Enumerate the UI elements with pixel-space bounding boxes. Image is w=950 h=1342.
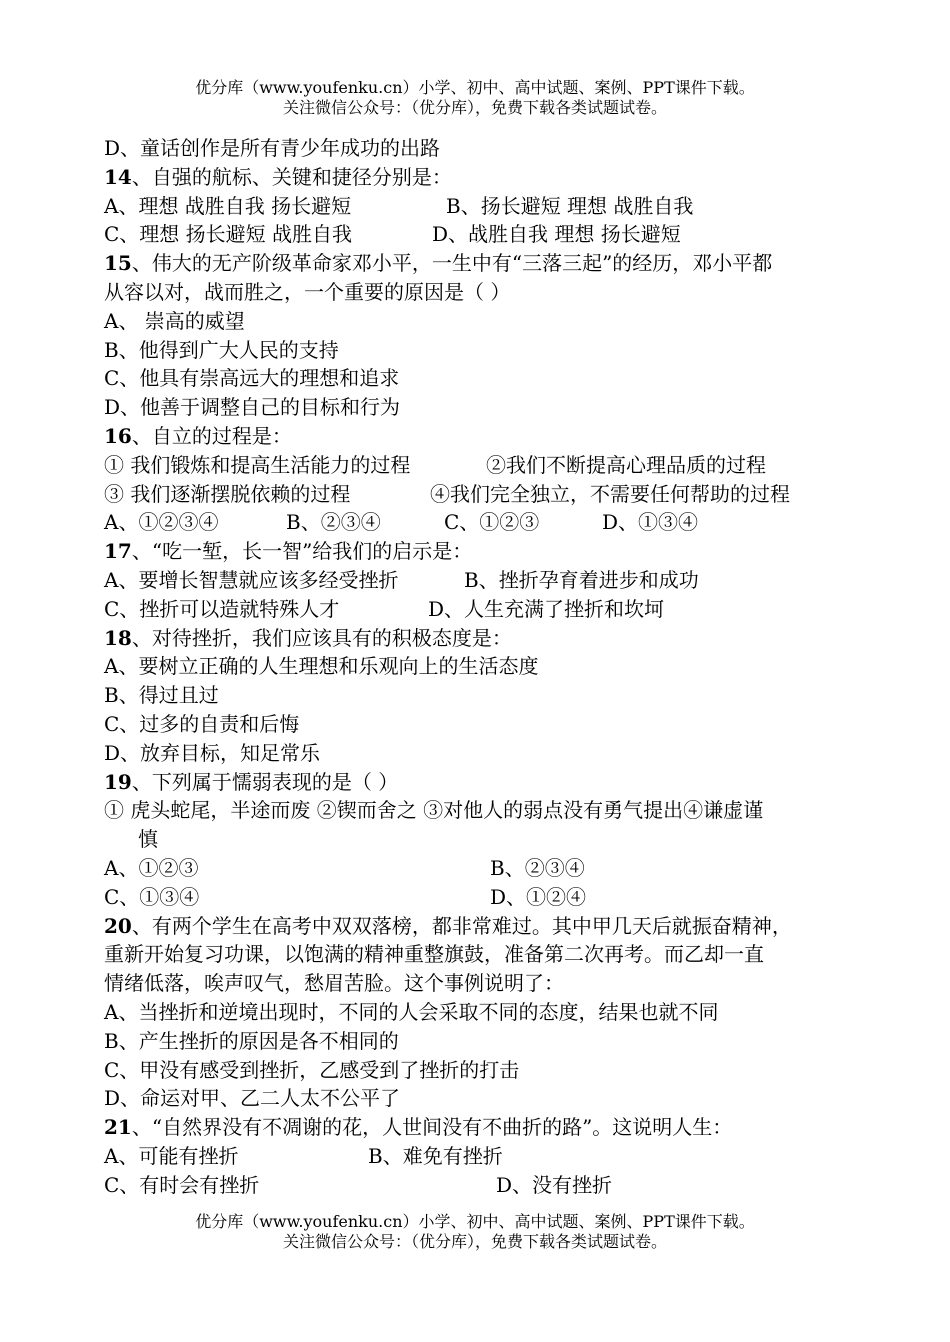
q17-option-b: B、挫折孕育着进步和成功 (464, 567, 699, 592)
q19-option-b: B、②③④ (490, 855, 585, 880)
q17-options-row-1 (104, 566, 854, 595)
q16-title (104, 422, 854, 451)
q16-option-c: C、①②③ (444, 510, 540, 535)
q17-number: 17 (104, 539, 132, 564)
q21-text: 、“自然界没有不凋谢的花，人世间没有不曲折的路”。这说明人生： (131, 1115, 733, 1140)
q15-title-line-2: 从容以对，战而胜之，一个重要的原因是（ ） (104, 279, 511, 304)
q19-statements-line-1: ① 虎头蛇尾，半途而废 ②锲而舍之 ③对他人的弱点没有勇气提出④谦虚谨 (104, 798, 764, 823)
q18-text: 、对待挫折，我们应该具有的积极态度是： (131, 625, 512, 650)
q16-statement-4: ④我们完全独立，不需要任何帮助的过程 (430, 481, 790, 506)
page-footer (0, 1212, 950, 1252)
q19-options-row-2 (104, 883, 854, 912)
q21-options-row-1 (104, 1142, 854, 1171)
q16-statement-1: ① 我们锻炼和提高生活能力的过程 (104, 452, 411, 477)
q16-option-b: B、②③④ (286, 510, 381, 535)
q20-title-line-2: 重新开始复习功课，以饱满的精神重整旗鼓，准备第二次再考。而乙却一直 (104, 942, 764, 967)
q19-text: 、下列属于懦弱表现的是（ ） (131, 769, 399, 794)
q16-options (104, 508, 854, 537)
q20-number: 20 (104, 913, 132, 938)
q15-title-line-1 (104, 249, 854, 278)
q17-option-d: D、人生充满了挫折和坎坷 (428, 596, 665, 621)
q14-title (104, 163, 854, 192)
q15-number: 15 (104, 251, 132, 276)
q14-options-row-1 (104, 192, 854, 221)
q14-text: 、自强的航标、关键和捷径分别是： (131, 164, 452, 189)
q21-option-a: A、可能有挫折 (104, 1143, 239, 1168)
q16-statements-row-1 (104, 451, 854, 480)
q20-title-line-3: 情绪低落，唉声叹气，愁眉苦脸。这个事例说明了： (104, 971, 564, 996)
q21-title (104, 1113, 854, 1142)
q19-number: 19 (104, 769, 132, 794)
q15-option-d: D、他善于调整自己的目标和行为 (104, 395, 401, 420)
q17-text: 、“吃一堑，长一智”给我们的启示是： (131, 539, 473, 564)
q20-option-a: A、当挫折和逆境出现时，不同的人会采取不同的态度，结果也就不同 (104, 999, 719, 1024)
q19-options-row-1 (104, 854, 854, 883)
q21-options-row-2 (104, 1171, 854, 1200)
q17-option-a: A、要增长智慧就应该多经受挫折 (104, 567, 399, 592)
q14-option-c: C、理想 扬长避短 战胜自我 (104, 222, 353, 247)
q17-title (104, 537, 854, 566)
q18-option-b: B、得过且过 (104, 683, 219, 708)
q19-option-c: C、①③④ (104, 884, 200, 909)
q14-option-d: D、战胜自我 理想 扬长避短 (432, 222, 681, 247)
q20-option-b: B、产生挫折的原因是各不相同的 (104, 1028, 399, 1053)
footer-line-2: 关注微信公众号：（优分库），免费下载各类试题试卷。 (282, 1232, 667, 1251)
q15-option-a: A、 崇高的威望 (104, 308, 245, 333)
exam-content (104, 134, 854, 1199)
q21-number: 21 (104, 1115, 132, 1140)
q15-option-b: B、他得到广大人民的支持 (104, 337, 339, 362)
q16-statement-3: ③ 我们逐渐摆脱依赖的过程 (104, 481, 351, 506)
q18-title (104, 624, 854, 653)
q14-number: 14 (104, 164, 132, 189)
footer-line-1: 优分库（www.youfenku.cn）小学、初中、高中试题、案例、PPT课件下载。 (195, 1212, 755, 1231)
q14-options-row-2 (104, 220, 854, 249)
q20-option-d: D、命运对甲、乙二人太不公平了 (104, 1086, 401, 1111)
header-line-1: 优分库（www.youfenku.cn）小学、初中、高中试题、案例、PPT课件下载。 (195, 78, 755, 97)
q19-title (104, 768, 854, 797)
q18-number: 18 (104, 625, 132, 650)
q20-title-line-1 (104, 912, 854, 941)
q21-option-b: B、难免有挫折 (368, 1143, 503, 1168)
q18-option-a: A、要树立正确的人生理想和乐观向上的生活态度 (104, 654, 539, 679)
q17-option-c: C、挫折可以造就特殊人才 (104, 596, 340, 621)
q16-option-a: A、①②③④ (104, 510, 219, 535)
q21-option-d: D、没有挫折 (496, 1172, 613, 1197)
q16-text: 、自立的过程是： (131, 423, 292, 448)
q16-option-d: D、①③④ (602, 510, 699, 535)
q21-option-c: C、有时会有挫折 (104, 1172, 260, 1197)
q14-option-a: A、理想 战胜自我 扬长避短 (104, 193, 352, 218)
q16-statements-row-2 (104, 480, 854, 509)
header-line-2: 关注微信公众号：（优分库），免费下载各类试题试卷。 (282, 98, 667, 117)
q16-statement-2: ②我们不断提高心理品质的过程 (486, 452, 766, 477)
q20-text-1: 、有两个学生在高考中双双落榜，都非常难过。其中甲几天后就振奋精神， (131, 913, 792, 938)
q19-option-a: A、①②③ (104, 855, 199, 880)
q15-text-1: 、伟大的无产阶级革命家邓小平，一生中有“三落三起”的经历，邓小平都 (131, 251, 773, 276)
q15-option-c: C、他具有崇高远大的理想和追求 (104, 366, 400, 391)
q18-option-d: D、放弃目标，知足常乐 (104, 740, 321, 765)
q16-number: 16 (104, 423, 132, 448)
q18-option-c: C、过多的自责和后悔 (104, 711, 300, 736)
q13-option-d: D、童话创作是所有青少年成功的出路 (104, 136, 441, 160)
page-header (0, 78, 950, 118)
q14-option-b: B、扬长避短 理想 战胜自我 (446, 193, 694, 218)
q19-option-d: D、①②④ (490, 884, 587, 909)
q17-options-row-2 (104, 595, 854, 624)
q20-option-c: C、甲没有感受到挫折，乙感受到了挫折的打击 (104, 1057, 520, 1082)
q19-statements-line-2: 慎 (138, 827, 158, 852)
